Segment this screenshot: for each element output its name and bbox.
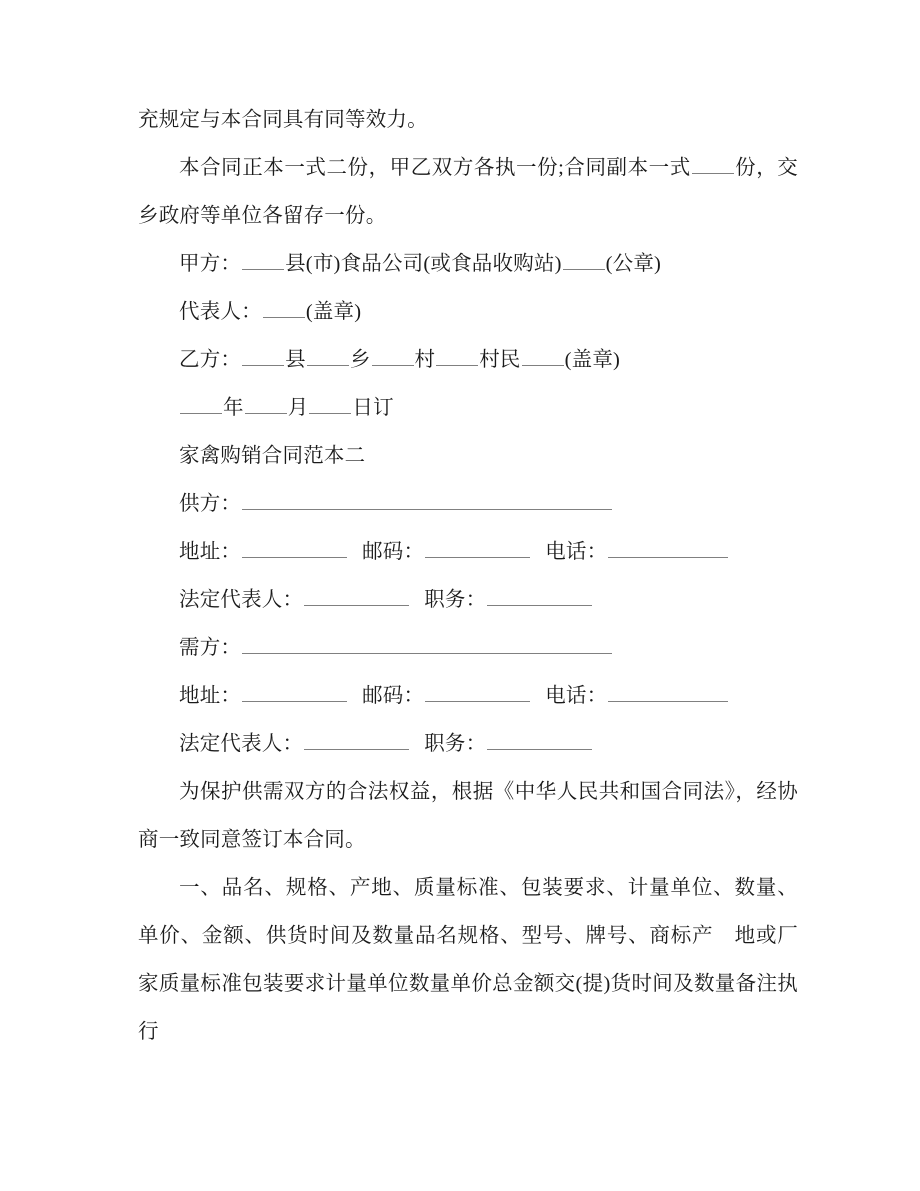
supplier-contact-row (138, 528, 798, 576)
supplier-legal-rep-input[interactable] (304, 586, 409, 606)
buyer-phone-label: 电话： (545, 685, 608, 707)
buyer-party-input[interactable] (242, 634, 612, 654)
representative-seal-label: (盖章) (305, 301, 362, 323)
buyer-legal-rep-input[interactable] (304, 730, 409, 750)
party-b-township-label: 乡 (349, 349, 371, 371)
paragraph-legal-basis: 为保护供需双方的合法权益，根据《中华人民共和国合同法》，经协商一致同意签订本合同。 (138, 781, 798, 851)
buyer-postcode-label: 邮码： (362, 685, 425, 707)
paragraph-copies-clause (138, 144, 798, 240)
supplier-address-label: 地址： (179, 541, 242, 563)
supplier-phone-label: 电话： (545, 541, 608, 563)
copies-clause-text-a: 本合同正本一式二份，甲乙双方各执一份;合同副本一式 (179, 157, 691, 179)
party-b-label: 乙方： (179, 349, 242, 371)
buyer-address-input[interactable] (242, 682, 347, 702)
blank-date-month[interactable] (245, 394, 287, 414)
buyer-party-row (138, 624, 798, 672)
signature-party-a-row (138, 240, 798, 288)
buyer-postcode-input[interactable] (425, 682, 530, 702)
supplier-postcode-label: 邮码： (362, 541, 425, 563)
blank-party-b-township[interactable] (307, 346, 349, 366)
party-b-county-label: 县 (285, 349, 306, 371)
blank-party-b-village[interactable] (372, 346, 414, 366)
buyer-phone-input[interactable] (608, 682, 728, 702)
buyer-legal-rep-row (138, 720, 798, 768)
signature-party-b-row (138, 336, 798, 384)
signature-representative-row (138, 288, 798, 336)
section-title: 家禽购销合同范本二 (179, 445, 366, 467)
blank-party-b-villager[interactable] (436, 346, 478, 366)
paragraph-continuation: 充规定与本合同具有同等效力。 (138, 109, 428, 131)
supplier-legal-rep-label: 法定代表人： (179, 589, 304, 611)
supplier-legal-rep-row (138, 576, 798, 624)
supplier-party-row (138, 480, 798, 528)
supplier-party-input[interactable] (242, 490, 612, 510)
buyer-party-label: 需方： (179, 637, 242, 659)
supplier-position-label: 职务： (424, 589, 487, 611)
party-a-company-text: 县(市)食品公司(或食品收购站) (285, 253, 562, 275)
supplier-phone-input[interactable] (608, 538, 728, 558)
paragraph-article-one: 一、品名、规格、产地、质量标准、包装要求、计量单位、数量、单价、金额、供货时间及数量品名规格、型号、牌号、商标产 地或厂家质量标准包装要求计量单位数量单价总金额交(提)货时间及数量备注执行 (138, 877, 798, 1043)
blank-date-year[interactable] (180, 394, 222, 414)
blank-copies-count[interactable] (692, 154, 734, 174)
blank-representative-name[interactable] (263, 298, 305, 318)
blank-date-day[interactable] (309, 394, 351, 414)
blank-party-a-county[interactable] (242, 250, 284, 270)
signature-date-row (138, 384, 798, 432)
party-a-seal-label: (公章) (605, 253, 662, 275)
party-b-seal-label: (盖章) (564, 349, 621, 371)
copies-clause-text-b: 份，交乡政府等单位各留存一份。 (138, 157, 798, 227)
supplier-party-label: 供方： (179, 493, 242, 515)
date-month-label: 月 (287, 397, 309, 419)
representative-label: 代表人： (179, 301, 262, 323)
supplier-postcode-input[interactable] (425, 538, 530, 558)
supplier-position-input[interactable] (487, 586, 592, 606)
supplier-address-input[interactable] (242, 538, 347, 558)
blank-party-b-name[interactable] (522, 346, 564, 366)
party-b-villager-label: 村民 (479, 349, 521, 371)
date-day-label: 日订 (352, 397, 394, 419)
party-a-label: 甲方： (179, 253, 242, 275)
party-b-village-label: 村 (414, 349, 436, 371)
blank-party-b-county[interactable] (242, 346, 284, 366)
buyer-contact-row (138, 672, 798, 720)
document-body (138, 96, 798, 1056)
date-year-label: 年 (223, 397, 244, 419)
buyer-address-label: 地址： (179, 685, 242, 707)
buyer-position-label: 职务： (424, 733, 487, 755)
buyer-position-input[interactable] (487, 730, 592, 750)
blank-party-a-name[interactable] (563, 250, 605, 270)
buyer-legal-rep-label: 法定代表人： (179, 733, 304, 755)
